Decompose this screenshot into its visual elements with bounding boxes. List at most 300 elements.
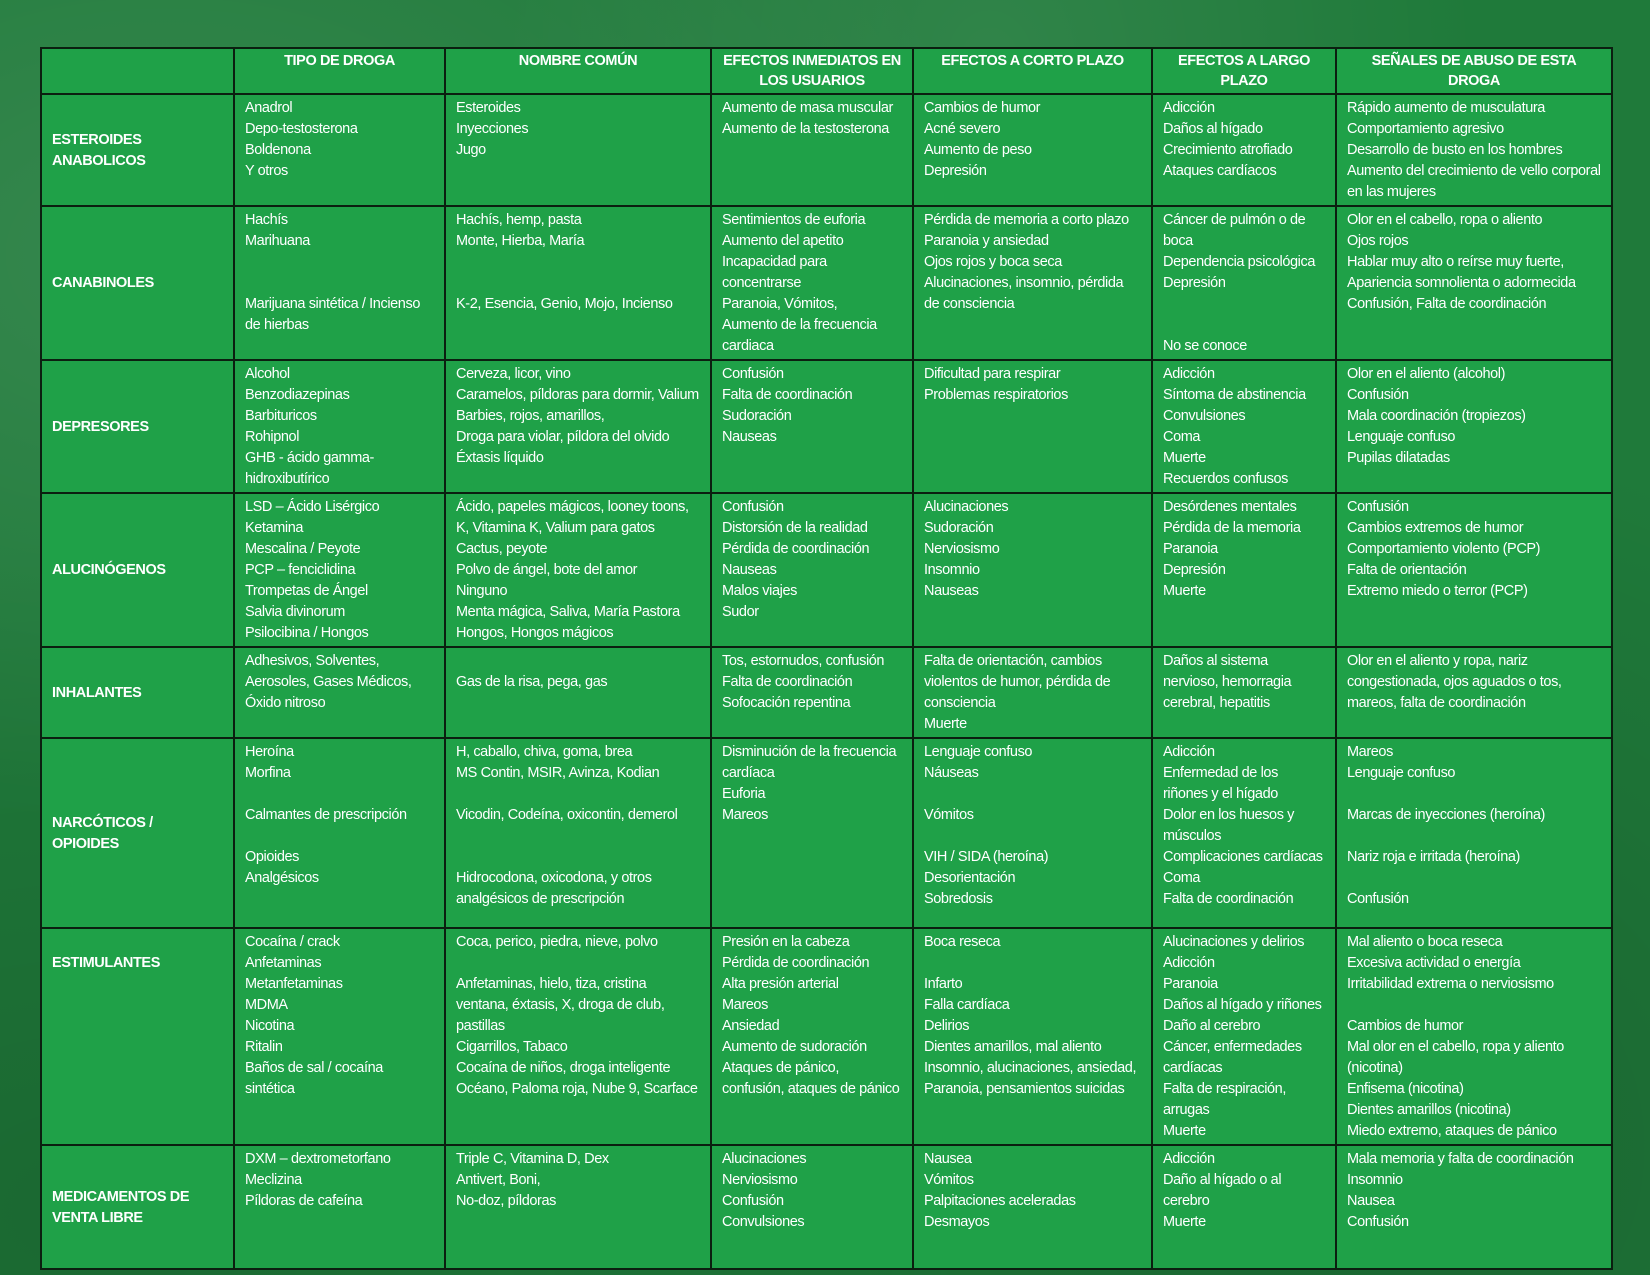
cell-nombre xyxy=(445,206,711,360)
cell-line: Anfetaminas xyxy=(245,955,322,971)
cell-corto-plazo xyxy=(913,738,1152,928)
cell-line: Adhesivos, Solventes, Aerosoles, Gases Médicos, Óxido nitroso xyxy=(245,653,412,711)
cell-inmediatos xyxy=(711,493,913,647)
cell-line: Océano, Paloma roja, Nube 9, Scarface xyxy=(456,1081,698,1097)
cell-line: Cambios de humor xyxy=(1347,1018,1464,1034)
cell-line: Sudoración xyxy=(722,408,792,424)
cell-line: Muerte xyxy=(1163,1123,1206,1139)
cell-line: Dificultad para respirar xyxy=(924,366,1061,382)
cell-line: PCP – fenciclidina xyxy=(245,562,356,578)
cell-line: Mescalina / Peyote xyxy=(245,541,361,557)
table-row xyxy=(41,1145,1612,1269)
cell-line: Adicción xyxy=(1163,366,1215,382)
cell-line: Éxtasis líquido xyxy=(456,450,544,466)
cell-line: Insomnio xyxy=(1347,1172,1403,1188)
cell-line: Sentimientos de euforia xyxy=(722,212,866,228)
cell-line: Rohipnol xyxy=(245,429,300,445)
cell-tipo xyxy=(234,206,445,360)
cell-inmediatos xyxy=(711,928,913,1145)
cell-line: Baños de sal / cocaína sintética xyxy=(245,1060,383,1097)
cell-line: Benzodiazepinas xyxy=(245,387,350,403)
cell-line: Paranoia xyxy=(1163,976,1218,992)
cell-line: Malos viajes xyxy=(722,583,797,599)
cell-largo-plazo xyxy=(1152,738,1336,928)
cell-line: Síntoma de abstinencia xyxy=(1163,387,1306,403)
cell-line: Aumento de masa muscular xyxy=(722,100,893,116)
cell-largo-plazo xyxy=(1152,206,1336,360)
cell-line: Anadrol xyxy=(245,100,293,116)
cell-tipo xyxy=(234,738,445,928)
line-gap xyxy=(245,826,434,847)
cell-line: Incapacidad para concentrarse xyxy=(722,254,827,291)
cell-line: Lenguaje confuso xyxy=(1347,429,1456,445)
cell-line: Insomnio xyxy=(924,562,980,578)
cell-line: Infarto xyxy=(924,976,963,992)
cell-line: Marijuana sintética / Incienso de hierbas xyxy=(245,296,420,333)
cell-line: Falla cardíaca xyxy=(924,997,1010,1013)
cell-line: Depresión xyxy=(1163,562,1226,578)
cell-line: Confusión xyxy=(1347,1214,1409,1230)
cell-line: Adicción xyxy=(1163,955,1215,971)
cell-line: Alucinaciones xyxy=(924,499,1009,515)
cell-corto-plazo xyxy=(913,360,1152,493)
cell-line: Cambios de humor xyxy=(924,100,1041,116)
cell-line: Marihuana xyxy=(245,233,310,249)
cell-senales xyxy=(1336,493,1612,647)
cell-line: Lenguaje confuso xyxy=(1347,765,1456,781)
cell-nombre xyxy=(445,738,711,928)
cell-line: Monte, Hierba, María xyxy=(456,233,585,249)
cell-line: Aumento de la frecuencia cardiaca xyxy=(722,317,877,354)
cell-line: Vómitos xyxy=(924,807,974,823)
cell-largo-plazo xyxy=(1152,1145,1336,1269)
cell-line: Nariz roja e irritada (heroína) xyxy=(1347,849,1520,865)
cell-line: Coca, perico, piedra, nieve, polvo xyxy=(456,934,658,950)
cell-line: Mal aliento o boca reseca xyxy=(1347,934,1503,950)
table-row xyxy=(41,206,1612,360)
cell-line: Rápido aumento de musculatura xyxy=(1347,100,1545,116)
cell-line: Palpitaciones aceleradas xyxy=(924,1193,1076,1209)
cell-line: Desorientación xyxy=(924,870,1016,886)
cell-line: Mal olor en el cabello, ropa y aliento (nicotina) xyxy=(1347,1039,1564,1076)
cell-line: Dolor en los huesos y músculos xyxy=(1163,807,1295,844)
cell-line: Esteroides xyxy=(456,100,521,116)
cell-line: Enfermedad de los riñones y el hígado xyxy=(1163,765,1278,802)
cell-line: Gas de la risa, pega, gas xyxy=(456,674,608,690)
line-gap xyxy=(1347,868,1601,889)
row-category: DEPRESORES xyxy=(41,360,234,493)
cell-line: Aumento de sudoración xyxy=(722,1039,867,1055)
cell-senales xyxy=(1336,94,1612,206)
header-senales-de-abuso: SEÑALES DE ABUSO DE ESTA DROGA xyxy=(1336,48,1612,94)
cell-line: Nausea xyxy=(924,1151,972,1167)
header-row xyxy=(41,48,1612,94)
line-gap xyxy=(1347,826,1601,847)
cell-line: Problemas respiratorios xyxy=(924,387,1068,403)
table-row xyxy=(41,738,1612,928)
cell-line: DXM – dextrometorfano xyxy=(245,1151,391,1167)
cell-line: Mareos xyxy=(1347,744,1393,760)
cell-line: Mareos xyxy=(722,807,768,823)
cell-line: Inyecciones xyxy=(456,121,529,137)
cell-line: Analgésicos xyxy=(245,870,319,886)
cell-largo-plazo xyxy=(1152,928,1336,1145)
cell-nombre xyxy=(445,1145,711,1269)
line-gap xyxy=(456,651,700,672)
line-gap xyxy=(456,847,700,868)
cell-line: Extremo miedo o terror (PCP) xyxy=(1347,583,1528,599)
cell-line: Metanfetaminas xyxy=(245,976,343,992)
cell-line: Falta de respiración, arrugas xyxy=(1163,1081,1286,1118)
table-row xyxy=(41,928,1612,1145)
cell-corto-plazo xyxy=(913,94,1152,206)
table-row xyxy=(41,647,1612,738)
cell-line: Hablar muy alto o reírse muy fuerte, Apariencia somnolienta o adormecida xyxy=(1347,254,1576,291)
cell-line: Enfisema (nicotina) xyxy=(1347,1081,1464,1097)
line-gap xyxy=(924,826,1141,847)
cell-line: Cambios extremos de humor xyxy=(1347,520,1524,536)
cell-line: Lenguaje confuso xyxy=(924,744,1033,760)
cell-line: Ritalin xyxy=(245,1039,283,1055)
header-nombre-comun: NOMBRE COMÚN xyxy=(445,48,711,94)
line-gap xyxy=(924,784,1141,805)
line-gap xyxy=(1347,995,1601,1016)
cell-line: Sofocación repentina xyxy=(722,695,851,711)
cell-line: Boca reseca xyxy=(924,934,1001,950)
cell-line: Excesiva actividad o energía xyxy=(1347,955,1521,971)
cell-line: Nausea xyxy=(1347,1193,1395,1209)
cell-line: LSD – Ácido Lisérgico xyxy=(245,499,380,515)
cell-line: Hachís xyxy=(245,212,288,228)
cell-line: Mala memoria y falta de coordinación xyxy=(1347,1151,1574,1167)
cell-line: Adicción xyxy=(1163,1151,1215,1167)
cell-line: Marcas de inyecciones (heroína) xyxy=(1347,807,1545,823)
cell-line: Píldoras de cafeína xyxy=(245,1193,363,1209)
cell-line: Alta presión arterial xyxy=(722,976,839,992)
cell-line: Aumento del crecimiento de vello corporal en las mujeres xyxy=(1347,163,1601,200)
cell-senales xyxy=(1336,738,1612,928)
cell-line: MS Contin, MSIR, Avinza, Kodian xyxy=(456,765,660,781)
cell-line: Complicaciones cardíacas xyxy=(1163,849,1323,865)
header-efectos-corto-plazo: EFECTOS A CORTO PLAZO xyxy=(913,48,1152,94)
table-row xyxy=(41,360,1612,493)
cell-tipo xyxy=(234,1145,445,1269)
drug-table-frame xyxy=(40,47,1611,1228)
cell-inmediatos xyxy=(711,206,913,360)
cell-largo-plazo xyxy=(1152,647,1336,738)
cell-senales xyxy=(1336,647,1612,738)
cell-line: Cerveza, licor, vino xyxy=(456,366,571,382)
cell-tipo xyxy=(234,647,445,738)
cell-line: Mala coordinación (tropiezos) xyxy=(1347,408,1526,424)
cell-line: Daño al cerebro xyxy=(1163,1018,1261,1034)
cell-line: Falta de orientación xyxy=(1347,562,1467,578)
cell-line: Delirios xyxy=(924,1018,970,1034)
cell-line: Ketamina xyxy=(245,520,304,536)
cell-line: Olor en el cabello, ropa o aliento xyxy=(1347,212,1543,228)
cell-line: Recuerdos confusos xyxy=(1163,471,1288,487)
cell-line: Daño al hígado o al cerebro xyxy=(1163,1172,1282,1209)
cell-line: Boldenona xyxy=(245,142,311,158)
cell-line: Caramelos, píldoras para dormir, Valium xyxy=(456,387,699,403)
line-gap xyxy=(456,252,700,273)
cell-line: Cactus, peyote xyxy=(456,541,548,557)
cell-line: Confusión xyxy=(1347,499,1409,515)
cell-line: Cáncer de pulmón o de boca xyxy=(1163,212,1306,249)
cell-line: Confusión xyxy=(1347,387,1409,403)
cell-line: Dependencia psicológica xyxy=(1163,254,1316,270)
cell-nombre xyxy=(445,928,711,1145)
line-gap xyxy=(1163,315,1325,336)
cell-senales xyxy=(1336,360,1612,493)
cell-line: K, Vitamina K, Valium para gatos xyxy=(456,520,655,536)
cell-line: Coma xyxy=(1163,870,1201,886)
cell-line: Opioides xyxy=(245,849,300,865)
cell-line: K-2, Esencia, Genio, Mojo, Incienso xyxy=(456,296,673,312)
cell-line: Olor en el aliento y ropa, nariz congestionada, ojos aguados o tos, mareos, falta de coordinación xyxy=(1347,653,1562,711)
cell-corto-plazo xyxy=(913,206,1152,360)
cell-line: Muerte xyxy=(1163,1214,1206,1230)
cell-line: VIH / SIDA (heroína) xyxy=(924,849,1049,865)
cell-largo-plazo xyxy=(1152,360,1336,493)
cell-line: Hongos, Hongos mágicos xyxy=(456,625,614,641)
cell-line: Desórdenes mentales xyxy=(1163,499,1297,515)
cell-line: Dientes amarillos (nicotina) xyxy=(1347,1102,1511,1118)
cell-line: Olor en el aliento (alcohol) xyxy=(1347,366,1506,382)
cell-senales xyxy=(1336,1145,1612,1269)
cell-line: No-doz, píldoras xyxy=(456,1193,556,1209)
cell-senales xyxy=(1336,928,1612,1145)
cell-line: Desarrollo de busto en los hombres xyxy=(1347,142,1563,158)
cell-line: H, caballo, chiva, goma, brea xyxy=(456,744,633,760)
cell-largo-plazo xyxy=(1152,94,1336,206)
cell-senales xyxy=(1336,206,1612,360)
cell-inmediatos xyxy=(711,360,913,493)
line-gap xyxy=(456,826,700,847)
line-gap xyxy=(245,252,434,273)
cell-line: Alcohol xyxy=(245,366,290,382)
cell-line: Nerviosismo xyxy=(722,1172,798,1188)
cell-line: Muerte xyxy=(1163,450,1206,466)
cell-inmediatos xyxy=(711,738,913,928)
cell-line: Coma xyxy=(1163,429,1201,445)
cell-tipo xyxy=(234,493,445,647)
cell-line: Depresión xyxy=(924,163,987,179)
cell-line: Nauseas xyxy=(924,583,979,599)
line-gap xyxy=(245,784,434,805)
row-category: ESTEROIDES ANABOLICOS xyxy=(41,94,234,206)
cell-line: Pérdida de coordinación xyxy=(722,955,870,971)
cell-line: Depresión xyxy=(1163,275,1226,291)
cell-line: Triple C, Vitamina D, Dex xyxy=(456,1151,609,1167)
cell-line: Convulsiones xyxy=(1163,408,1246,424)
cell-line: Alucinaciones xyxy=(722,1151,807,1167)
cell-line: Irritabilidad extrema o nerviosismo xyxy=(1347,976,1554,992)
cell-line: Presión en la cabeza xyxy=(722,934,850,950)
cell-line: Ojos rojos y boca seca xyxy=(924,254,1062,270)
cell-line: Alucinaciones, insomnio, pérdida de consciencia xyxy=(924,275,1124,312)
cell-line: Nerviosismo xyxy=(924,541,1000,557)
row-category: CANABINOLES xyxy=(41,206,234,360)
cell-line: Hachís, hemp, pasta xyxy=(456,212,582,228)
cell-line: Pupilas dilatadas xyxy=(1347,450,1450,466)
cell-nombre xyxy=(445,360,711,493)
cell-line: Heroína xyxy=(245,744,294,760)
cell-line: Muerte xyxy=(1163,583,1206,599)
cell-line: Depo-testosterona xyxy=(245,121,358,137)
cell-line: Muerte xyxy=(924,716,967,732)
header-tipo-de-droga: TIPO DE DROGA xyxy=(234,48,445,94)
cell-line: Confusión xyxy=(722,1193,784,1209)
cell-largo-plazo xyxy=(1152,493,1336,647)
cell-line: Ataques de pánico, confusión, ataques de pánico xyxy=(722,1060,900,1097)
cell-nombre xyxy=(445,493,711,647)
cell-line: Falta de orientación, cambios violentos de humor, pérdida de consciencia xyxy=(924,653,1111,711)
cell-line: Paranoia xyxy=(1163,541,1218,557)
line-gap xyxy=(456,953,700,974)
cell-line: Aumento de peso xyxy=(924,142,1032,158)
cell-line: Aumento de la testosterona xyxy=(722,121,889,137)
cell-line: Vicodin, Codeína, oxicontin, demerol xyxy=(456,807,678,823)
cell-nombre xyxy=(445,647,711,738)
row-category: NARCÓTICOS / OPIOIDES xyxy=(41,738,234,928)
cell-line: Ataques cardíacos xyxy=(1163,163,1277,179)
cell-line: Pérdida de la memoria xyxy=(1163,520,1301,536)
cell-line: Confusión xyxy=(1347,891,1409,907)
cell-line: Acné severo xyxy=(924,121,1001,137)
cell-line: Meclizina xyxy=(245,1172,302,1188)
cell-line: Anfetaminas, hielo, tiza, cristina ventana, éxtasis, X, droga de club, pastillas xyxy=(456,976,665,1034)
cell-line: Daños al sistema nervioso, hemorragia cerebral, hepatitis xyxy=(1163,653,1292,711)
cell-line: Alucinaciones y delirios xyxy=(1163,934,1305,950)
table-row xyxy=(41,493,1612,647)
cell-line: Ácido, papeles mágicos, looney toons, xyxy=(456,499,689,515)
cell-line: Adicción xyxy=(1163,100,1215,116)
cell-line: Psilocibina / Hongos xyxy=(245,625,369,641)
cell-line: Confusión xyxy=(722,499,784,515)
cell-line: Menta mágica, Saliva, María Pastora xyxy=(456,604,680,620)
cell-line: Convulsiones xyxy=(722,1214,805,1230)
line-gap xyxy=(1163,294,1325,315)
cell-line: Sudoración xyxy=(924,520,994,536)
cell-line: Nicotina xyxy=(245,1018,295,1034)
cell-line: Pérdida de coordinación xyxy=(722,541,870,557)
cell-line: Cocaína / crack xyxy=(245,934,340,950)
cell-line: Cocaína de niños, droga inteligente xyxy=(456,1060,671,1076)
cell-line: Antivert, Boni, xyxy=(456,1172,541,1188)
line-gap xyxy=(456,784,700,805)
cell-inmediatos xyxy=(711,1145,913,1269)
cell-line: Hidrocodona, oxicodona, y otros analgésicos de prescripción xyxy=(456,870,652,907)
cell-line: Paranoia y ansiedad xyxy=(924,233,1049,249)
line-gap xyxy=(924,953,1141,974)
cell-line: Falta de coordinación xyxy=(722,674,853,690)
cell-line: Cigarrillos, Tabaco xyxy=(456,1039,568,1055)
cell-line: MDMA xyxy=(245,997,288,1013)
cell-line: Crecimiento atrofiado xyxy=(1163,142,1293,158)
cell-line: Distorsión de la realidad xyxy=(722,520,868,536)
cell-tipo xyxy=(234,928,445,1145)
cell-line: No se conoce xyxy=(1163,338,1247,354)
cell-line: Comportamiento violento (PCP) xyxy=(1347,541,1541,557)
cell-corto-plazo xyxy=(913,647,1152,738)
cell-tipo xyxy=(234,94,445,206)
header-efectos-largo-plazo: EFECTOS A LARGO PLAZO xyxy=(1152,48,1336,94)
cell-line: Barbituricos xyxy=(245,408,317,424)
cell-line: Morfina xyxy=(245,765,291,781)
line-gap xyxy=(456,273,700,294)
cell-line: Miedo extremo, ataques de pánico xyxy=(1347,1123,1557,1139)
cell-line: Tos, estornudos, confusión xyxy=(722,653,885,669)
cell-line: Y otros xyxy=(245,163,288,179)
cell-line: Cáncer, enfermedades cardíacas xyxy=(1163,1039,1302,1076)
cell-line: Comportamiento agresivo xyxy=(1347,121,1504,137)
cell-line: Calmantes de prescripción xyxy=(245,807,407,823)
cell-corto-plazo xyxy=(913,928,1152,1145)
cell-line: Daños al hígado xyxy=(1163,121,1263,137)
header-efectos-inmediatos: EFECTOS INMEDIATOS EN LOS USUARIOS xyxy=(711,48,913,94)
line-gap xyxy=(1347,784,1601,805)
cell-line: Salvia divinorum xyxy=(245,604,345,620)
cell-line: Adicción xyxy=(1163,744,1215,760)
cell-line: Ninguno xyxy=(456,583,508,599)
cell-line: Nauseas xyxy=(722,429,777,445)
cell-line: Nauseas xyxy=(722,562,777,578)
cell-line: Falta de coordinación xyxy=(722,387,853,403)
cell-line: Polvo de ángel, bote del amor xyxy=(456,562,638,578)
cell-line: Sobredosis xyxy=(924,891,993,907)
cell-line: Insomnio, alucinaciones, ansiedad, Paranoia, pensamientos suicidas xyxy=(924,1060,1137,1097)
cell-line: Náuseas xyxy=(924,765,979,781)
cell-inmediatos xyxy=(711,647,913,738)
cell-line: Trompetas de Ángel xyxy=(245,583,368,599)
cell-line: Mareos xyxy=(722,997,768,1013)
row-category: INHALANTES xyxy=(41,647,234,738)
cell-corto-plazo xyxy=(913,493,1152,647)
cell-line: Desmayos xyxy=(924,1214,990,1230)
row-category: ALUCINÓGENOS xyxy=(41,493,234,647)
row-category: ESTIMULANTES xyxy=(41,928,234,1145)
cell-line: GHB - ácido gamma-hidroxibutírico xyxy=(245,450,374,487)
table-row xyxy=(41,94,1612,206)
cell-line: Confusión, Falta de coordinación xyxy=(1347,296,1547,312)
cell-line: Jugo xyxy=(456,142,486,158)
cell-tipo xyxy=(234,360,445,493)
cell-nombre xyxy=(445,94,711,206)
cell-line: Paranoia, Vómitos, xyxy=(722,296,838,312)
cell-line: Aumento del apetito xyxy=(722,233,844,249)
cell-line: Ojos rojos xyxy=(1347,233,1409,249)
cell-line: Barbies, rojos, amarillos, xyxy=(456,408,605,424)
cell-line: Dientes amarillos, mal aliento xyxy=(924,1039,1102,1055)
cell-line: Droga para violar, píldora del olvido xyxy=(456,429,670,445)
cell-line: Confusión xyxy=(722,366,784,382)
header-empty xyxy=(41,48,234,94)
cell-line: Disminución de la frecuencia cardíaca xyxy=(722,744,897,781)
cell-corto-plazo xyxy=(913,1145,1152,1269)
cell-line: Falta de coordinación xyxy=(1163,891,1294,907)
cell-line: Vómitos xyxy=(924,1172,974,1188)
cell-line: Ansiedad xyxy=(722,1018,780,1034)
cell-line: Euforia xyxy=(722,786,766,802)
drug-table xyxy=(40,47,1613,1270)
row-category: MEDICAMENTOS DE VENTA LIBRE xyxy=(41,1145,234,1269)
line-gap xyxy=(245,273,434,294)
cell-inmediatos xyxy=(711,94,913,206)
cell-line: Sudor xyxy=(722,604,759,620)
cell-line: Pérdida de memoria a corto plazo xyxy=(924,212,1129,228)
cell-line: Daños al hígado y riñones xyxy=(1163,997,1322,1013)
